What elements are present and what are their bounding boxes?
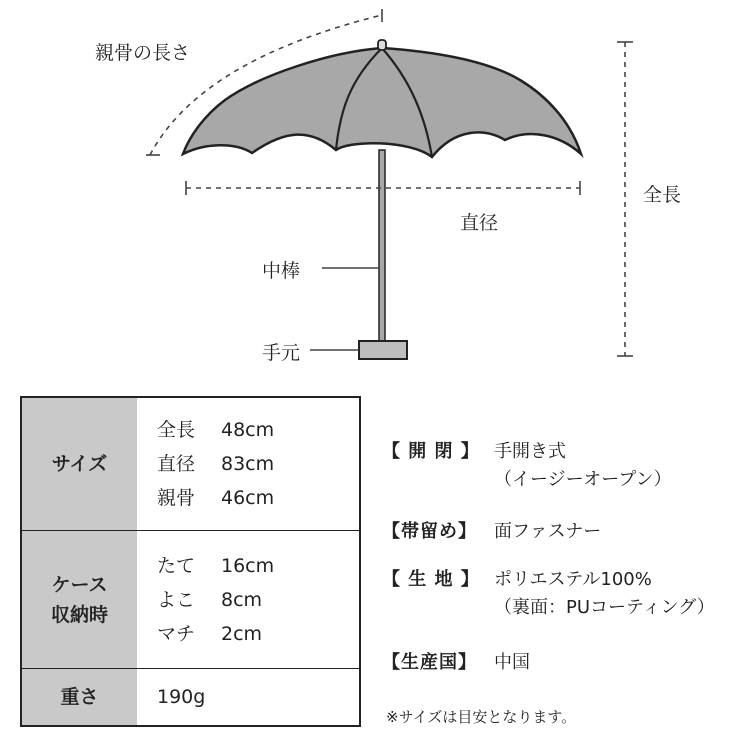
info-open-close: 【 開 閉 】 手開き式 （イージーオープン） [382, 441, 672, 490]
case-values [137, 531, 359, 668]
size-header: サイズ [22, 398, 137, 530]
size-note: ※サイズは目安となります。 [386, 708, 577, 726]
weight-values [137, 669, 359, 725]
shaft-label: 中棒 [262, 260, 301, 282]
case-header: ケース 収納時 [22, 531, 137, 668]
case-height: たて 16cm [157, 554, 275, 577]
info-origin: 【生産国】 中国 [382, 652, 530, 673]
rib-length-label: 親骨の長さ [95, 42, 191, 64]
weight-row [22, 668, 359, 725]
info-fabric: 【 生 地 】 ポリエステル100% （裏面：PUコーティング） [382, 569, 715, 618]
handle-label: 手元 [262, 342, 301, 364]
total-length-label: 全長 [643, 184, 682, 206]
spec-table [20, 396, 361, 727]
umbrella-handle [359, 341, 407, 359]
size-values [137, 398, 359, 530]
size-rib: 親骨 46cm [157, 487, 275, 509]
case-depth: マチ 2cm [157, 622, 263, 645]
case-width: よこ 8cm [157, 588, 263, 611]
size-length: 全長 48cm [157, 419, 275, 441]
size-row [22, 398, 359, 530]
weight-value: 190g [157, 686, 206, 708]
diameter-label: 直径 [460, 212, 499, 234]
case-row [22, 530, 359, 668]
weight-header: 重さ [22, 669, 137, 725]
umbrella-shaft [379, 150, 385, 342]
info-strap: 【帯留め】 面ファスナー [382, 521, 602, 542]
umbrella-canopy [183, 48, 581, 157]
size-diameter: 直径 83cm [157, 453, 275, 475]
